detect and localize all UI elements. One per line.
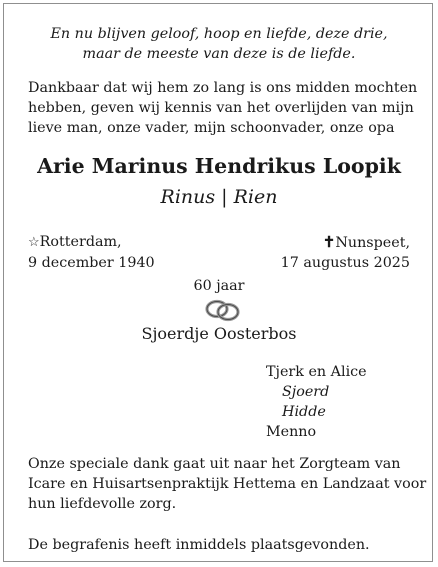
intro-line: lieve man, onze vader, mijn schoonvader, onze opa bbox=[28, 120, 395, 136]
funeral-notice: De begrafenis heeft inmiddels plaatsgevonden. bbox=[28, 537, 370, 553]
birth-star-icon: ☆ bbox=[28, 235, 40, 250]
bible-quote bbox=[0, 24, 438, 64]
birth-info bbox=[28, 232, 155, 273]
death-place: Nunspeet, bbox=[335, 235, 410, 251]
spouse-name: Sjoerdje Oosterbos bbox=[141, 324, 297, 343]
quote-line: En nu blijven geloof, hoop en liefde, deze drie, bbox=[50, 26, 388, 42]
death-cross-icon: ✝ bbox=[322, 233, 336, 251]
intro-line: hebben, geven wij kennis van het overlijden van mijn bbox=[28, 100, 414, 116]
thank-you-line: Icare en Huisartsenpraktijk Hettema en Landzaat voor bbox=[28, 476, 427, 492]
deceased-nicknames: Rinus | Rien bbox=[160, 186, 278, 208]
family-grandchild: Hidde bbox=[282, 404, 326, 420]
quote-line: maar de meeste van deze is de liefde. bbox=[82, 46, 356, 62]
death-info bbox=[281, 232, 410, 273]
marriage-years: 60 jaar bbox=[193, 278, 245, 294]
family-child: Tjerk en Alice bbox=[266, 364, 367, 380]
intro-text bbox=[28, 78, 417, 138]
wedding-rings-icon bbox=[204, 297, 242, 323]
birth-place: Rotterdam, bbox=[39, 234, 122, 250]
intro-line: Dankbaar dat wij hem zo lang is ons midden mochten bbox=[28, 80, 418, 96]
family-grandchild: Sjoerd bbox=[282, 384, 330, 400]
thank-you-text bbox=[28, 454, 426, 514]
thank-you-line: hun liefdevolle zorg. bbox=[28, 496, 177, 512]
deceased-name: Arie Marinus Hendrikus Loopik bbox=[37, 154, 401, 178]
death-date: 17 augustus 2025 bbox=[280, 255, 410, 271]
thank-you-line: Onze speciale dank gaat uit naar het Zorgteam van bbox=[28, 456, 401, 472]
birth-date: 9 december 1940 bbox=[28, 255, 155, 271]
family-child: Menno bbox=[266, 424, 317, 440]
